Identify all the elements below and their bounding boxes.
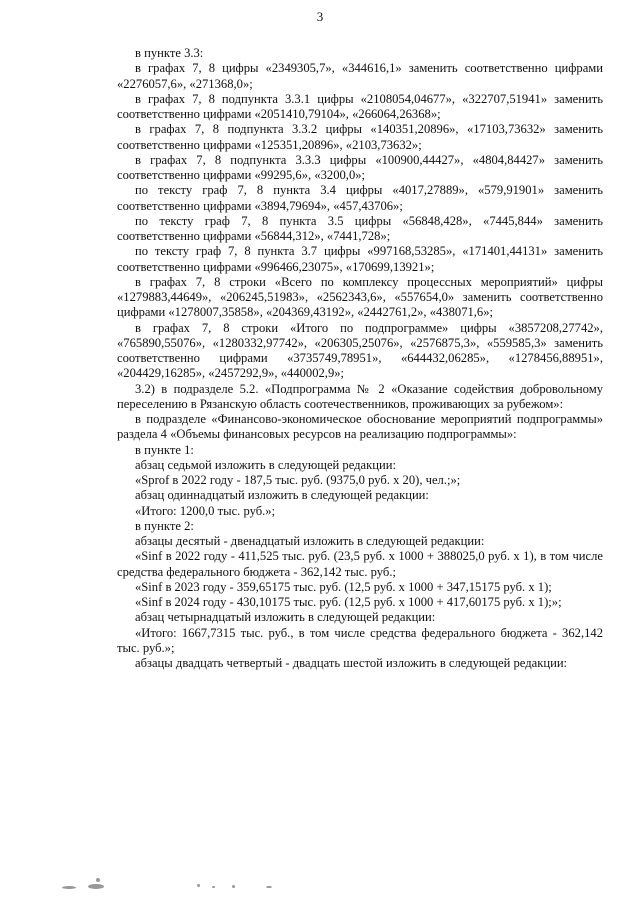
- paragraph: в подразделе «Финансово-экономическое обоснование мероприятий подпрограммы» раздела 4 «Объемы финансовых ресурсов на реализацию подпрограммы»:: [117, 412, 603, 442]
- paragraph: абзац одиннадцатый изложить в следующей редакции:: [135, 488, 429, 503]
- paragraph: абзацы двадцать четвертый - двадцать шестой изложить в следующей редакции:: [135, 656, 568, 670]
- paragraph: в графах 7, 8 подпункта 3.3.2 цифры «140351,20896», «17103,73632» заменить соответственно цифрами «125351,20896», «2103,73632»;: [117, 122, 603, 152]
- paragraph: по тексту граф 7, 8 пункта 3.7 цифры «997168,53285», «171401,44131» заменить соответственно цифрами «996466,23075», «170699,13921»;: [117, 244, 603, 274]
- paragraph: «Sinf в 2022 году - 411,525 тыс. руб. (23,5 руб. х 1000 + 388025,0 руб. х 1), в том числе средства федерального бюджета - 362,142 тыс. руб.;: [117, 549, 603, 579]
- paragraph: абзацы десятый - двенадцатый изложить в следующей редакции:: [135, 534, 485, 548]
- paragraph: в графах 7, 8 подпункта 3.3.1 цифры «2108054,04677», «322707,51941» заменить соответственно цифрами «2051410,79104», «266064,26368»;: [117, 91, 603, 121]
- paragraph: в графах 7, 8 строки «Всего по комплексу процессных мероприятий» цифры «1279883,44649», «206245,51983», «2562343,6», «557654,0» заменить соответственно цифрами «1278007,35858», «204369,43192», «2442761,2», «438071,6»;: [117, 274, 603, 320]
- paragraph: по тексту граф 7, 8 пункта 3.4 цифры «4017,27889», «579,91901» заменить соответственно цифрами «3894,79694», «457,43706»;: [117, 183, 603, 213]
- paragraph: 3.2) в подразделе 5.2. «Подпрограмма № 2 «Оказание содействия добровольному переселению в Рязанскую область соотечественников, проживающих за рубежом»:: [117, 381, 603, 411]
- paragraph: в графах 7, 8 подпункта 3.3.3 цифры «100900,44427», «4804,84427» заменить соответственно цифрами «99295,6», «3200,0»;: [117, 152, 603, 182]
- paragraph: по тексту граф 7, 8 пункта 3.5 цифры «56848,428», «7445,844» заменить соответственно цифрами «56844,312», «7441,728»;: [117, 213, 603, 243]
- document-body: [117, 46, 603, 671]
- scan-speck: [96, 878, 100, 882]
- paragraph: абзац четырнадцатый изложить в следующей редакции:: [135, 610, 436, 625]
- paragraph: «Sinf в 2024 году - 430,10175 тыс. руб. (12,5 руб. х 1000 + 417,60175 руб. х 1);»;: [135, 595, 562, 609]
- paragraph: «Итого: 1200,0 тыс. руб.»;: [135, 503, 276, 518]
- page-number: 3: [316, 9, 324, 24]
- scan-speck: [62, 886, 76, 889]
- scan-speck: [197, 884, 200, 887]
- scan-speck: [212, 886, 215, 888]
- scan-speck: [232, 885, 235, 888]
- paragraph: «Итого: 1667,7315 тыс. руб., в том числе средства федерального бюджета - 362,142 тыс. руб.»;: [117, 625, 603, 655]
- paragraph: в пункте 2:: [135, 518, 194, 533]
- paragraph: в графах 7, 8 цифры «2349305,7», «344616,1» заменить соответственно цифрами «2276057,6», «271368,0»;: [117, 61, 603, 91]
- paragraph: «Sprof в 2022 году - 187,5 тыс. руб. (9375,0 руб. х 20), чел.;»;: [135, 473, 461, 487]
- scan-speck: [266, 886, 272, 888]
- scan-speck: [88, 884, 104, 889]
- paragraph: в пункте 3.3:: [135, 46, 204, 60]
- paragraph: «Sinf в 2023 году - 359,65175 тыс. руб. (12,5 руб. х 1000 + 347,15175 руб. х 1);: [135, 579, 552, 594]
- paragraph: абзац седьмой изложить в следующей редакции:: [135, 457, 396, 472]
- paragraph: в пункте 1:: [135, 442, 194, 457]
- paragraph: в графах 7, 8 строки «Итого по подпрограмме» цифры «3857208,27742», «765890,55076», «1280332,97742», «206305,25076», «2576875,3», «559585,3» заменить соответственно цифрами «3735749,78951», «644432,06285», «1278456,88951», «204429,16285», «2457292,9», «440002,9»;: [117, 320, 603, 381]
